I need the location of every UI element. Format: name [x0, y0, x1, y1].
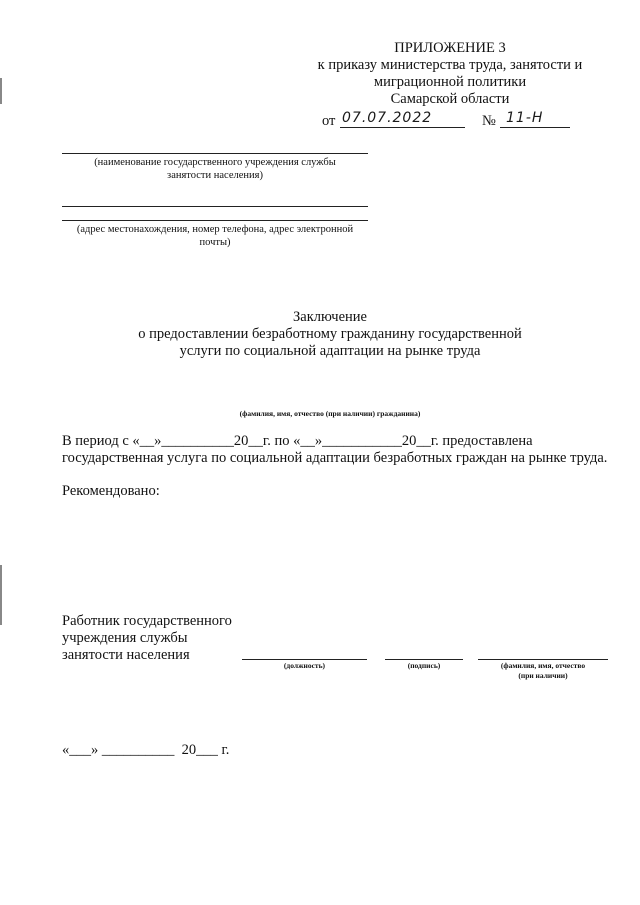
order-date-prefix: от — [322, 113, 336, 129]
title-line-1: Заключение — [293, 309, 367, 325]
scan-edge-mark — [0, 565, 2, 625]
order-line-1: к приказу министерства труда, занятости и — [317, 57, 583, 73]
title-line-3: услуги по социальной адаптации на рынке труда — [179, 343, 481, 359]
sign-caption: (подпись) — [407, 661, 441, 670]
order-number-prefix: № — [482, 113, 496, 129]
order-line-3: Самарской области — [390, 91, 510, 107]
recommended-label: Рекомендовано: — [62, 483, 160, 499]
title-line-2: о предоставлении безработному гражданину государственной — [138, 326, 522, 342]
position-line — [242, 659, 367, 660]
period-line-1: В период с «__»__________20__г. по «__»___________20__г. предоставлена — [62, 433, 533, 449]
order-number-line — [500, 127, 570, 128]
citizen-name-caption: (фамилия, имя, отчество (при наличии) гражданина) — [239, 409, 421, 418]
order-date-value: 07.07.2022 — [342, 110, 433, 126]
order-line-2: миграционной политики — [373, 74, 527, 90]
order-date-line — [340, 127, 465, 128]
document-title — [80, 309, 580, 360]
scan-edge-mark — [0, 78, 2, 104]
full-name-caption: (фамилия, имя, отчество (при наличии) — [500, 661, 586, 680]
sign-line — [385, 659, 463, 660]
order-number-value: 11-Н — [506, 110, 544, 126]
worker-title: Работник государственного учреждения службы занятости населения — [62, 613, 232, 663]
institution-address-caption: (адрес местонахождения, номер телефона, адрес электронной почты) — [76, 224, 354, 248]
period-line-2: государственная услуга по социальной адаптации безработных граждан на рынке труда. — [62, 450, 608, 466]
footer-date: «___» __________ 20___ г. — [62, 742, 230, 758]
institution-name-caption: (наименование государственного учреждения службы занятости населения) — [94, 157, 336, 181]
full-name-line — [478, 659, 608, 660]
period-paragraph — [62, 433, 607, 467]
institution-address-line-1 — [62, 206, 368, 207]
appendix-header — [300, 40, 600, 108]
position-caption: (должность) — [283, 661, 326, 670]
appendix-title: ПРИЛОЖЕНИЕ 3 — [394, 40, 506, 56]
institution-name-line — [62, 153, 368, 154]
institution-address-line-2 — [62, 220, 368, 221]
